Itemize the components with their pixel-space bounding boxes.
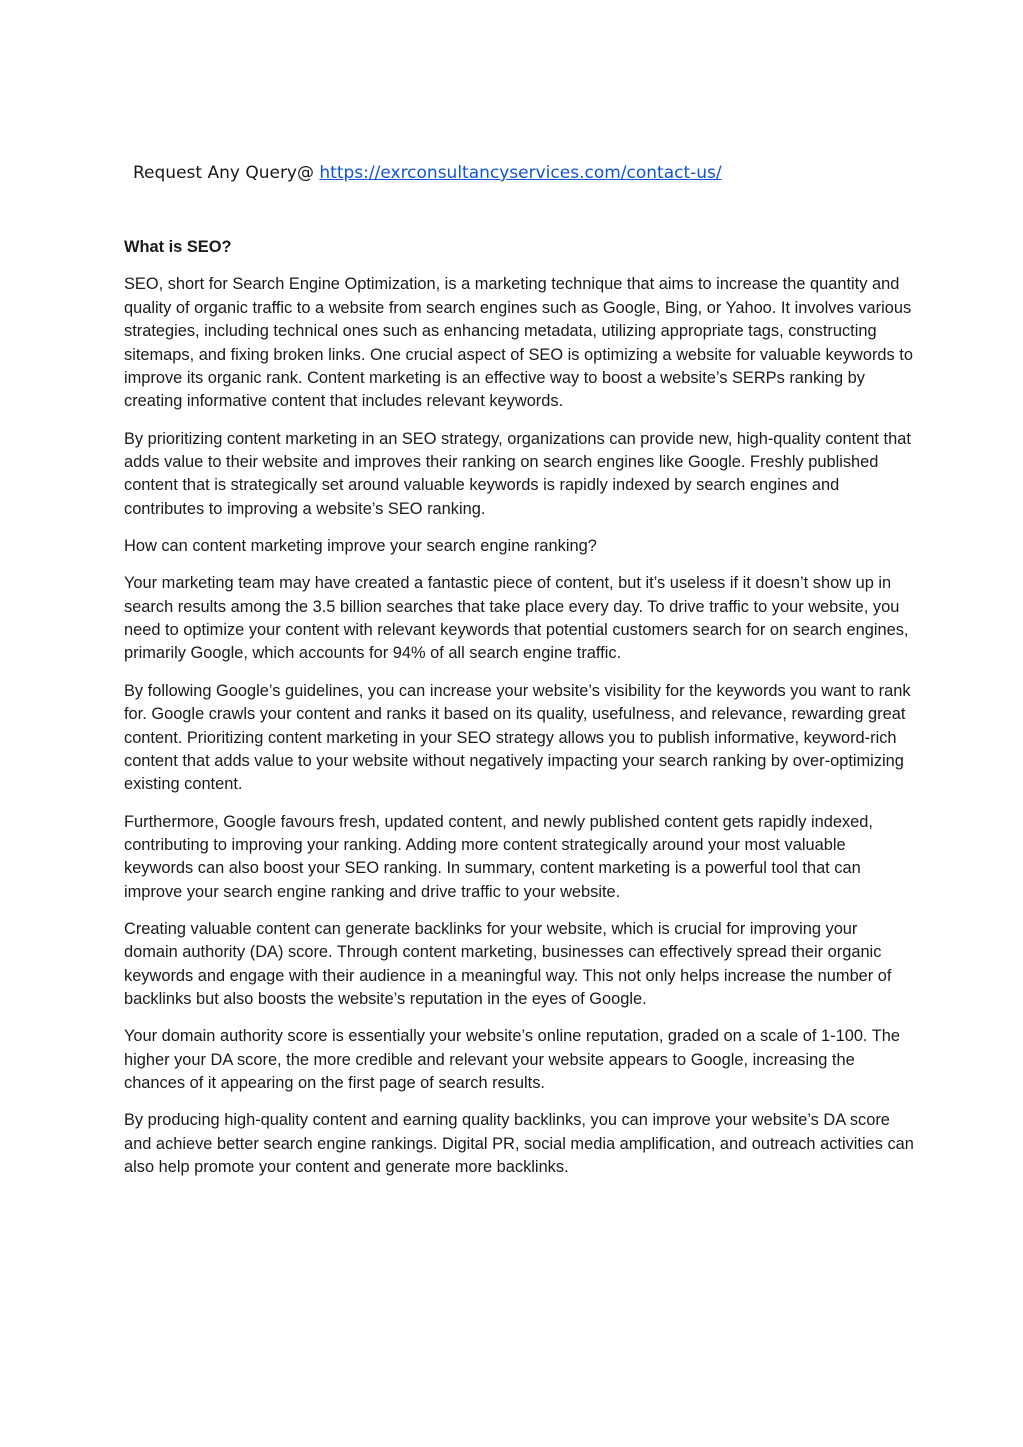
- paragraph: SEO, short for Search Engine Optimization, is a marketing technique that aims to increase the quantity and quality of organic traffic to a website from search engines such as Google, Bing, or Yahoo. It involves various strategies, including technical ones such as enhancing metadata, utilizing appropriate tags, constructing sitemaps, and fixing broken links. One crucial aspect of SEO is optimizing a website for valuable keywords to improve its organic rank. Content marketing is an effective way to boost a website’s SERPs ranking by creating informative content that includes relevant keywords.: [124, 275, 913, 411]
- paragraph: Your marketing team may have created a fantastic piece of content, but it’s useless if it doesn’t show up in search results among the 3.5 billion searches that take place every day. To drive traffic to your website, you need to optimize your content with relevant keywords that potential customers search for on search engines, primarily Google, which accounts for 94% of all search engine traffic.: [124, 574, 909, 663]
- paragraph: Furthermore, Google favours fresh, updated content, and newly published content gets rapidly indexed, contributing to improving your ranking. Adding more content strategically around your most valuable keywords can also boost your SEO ranking. In summary, content marketing is a powerful tool that can improve your search engine ranking and drive traffic to your website.: [124, 812, 873, 901]
- paragraph: Your domain authority score is essentially your website’s online reputation, graded on a scale of 1-100. The higher your DA score, the more credible and relevant your website appears to Google, increasing the chances of it appearing on the first page of search results.: [124, 1027, 900, 1093]
- section-heading: What is SEO?: [124, 238, 232, 256]
- query-label: Request Any Query@: [133, 163, 314, 183]
- paragraph: By prioritizing content marketing in an SEO strategy, organizations can provide new, high-quality content that adds value to their website and improves their ranking on search engines like Google. Freshly published content that is strategically set around valuable keywords is rapidly indexed by search engines and contributes to improving a website’s SEO ranking.: [124, 429, 911, 518]
- paragraph: By producing high-quality content and earning quality backlinks, you can improve your website’s DA score and achieve better search engine rankings. Digital PR, social media amplification, and outreach activities can also help promote your content and generate more backlinks.: [124, 1111, 914, 1177]
- paragraph: Creating valuable content can generate backlinks for your website, which is crucial for improving your domain authority (DA) score. Through content marketing, businesses can effectively spread their organic keywords and engage with their audience in a meaningful way. This not only helps increase the number of backlinks but also boosts the website’s reputation in the eyes of Google.: [124, 919, 892, 1009]
- paragraph: By following Google’s guidelines, you can increase your website’s visibility for the keywords you want to rank for. Google crawls your content and ranks it based on its quality, usefulness, and relevance, rewarding great content. Prioritizing content marketing in your SEO strategy allows you to publish informative, keyword-rich content that adds value to your website without negatively impacting your search ranking by over-optimizing existing content.: [124, 681, 911, 794]
- query-line: [133, 160, 722, 186]
- article-body: [124, 236, 914, 1193]
- paragraph: How can content marketing improve your search engine ranking?: [124, 537, 597, 556]
- contact-link[interactable]: https://exrconsultancyservices.com/contact-us/: [319, 163, 722, 183]
